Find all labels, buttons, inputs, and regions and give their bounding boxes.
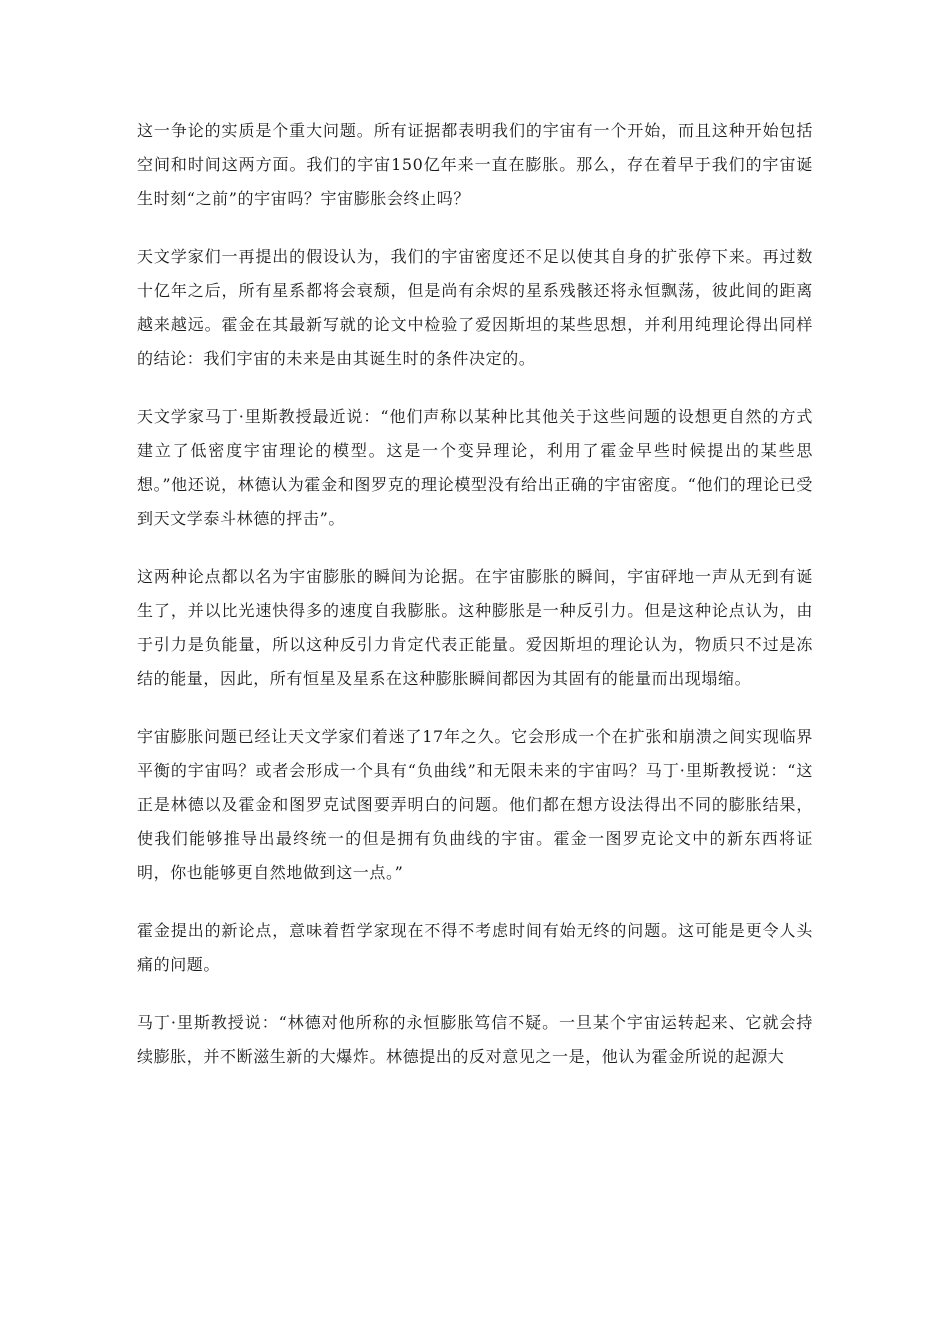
paragraph-4: 这两种论点都以名为宇宙膨胀的瞬间为论据。在宇宙膨胀的瞬间，宇宙砰地一声从无到有诞生了，并以比光速快得多的速度自我膨胀。这种膨胀是一种反引力。但是这种论点认为，由于引力是负能量，所以这种反引力肯定代表正能量。爱因斯坦的理论认为，物质只不过是冻结的能量，因此，所有恒星及星系在这种膨胀瞬间都因为其固有的能量而出现塌缩。 xyxy=(137,567,813,688)
paragraph-7: 马丁·里斯教授说：“林德对他所称的永恒膨胀笃信不疑。一旦某个宇宙运转起来、它就会持续膨胀，并不断滋生新的大爆炸。林德提出的反对意见之一是，他认为霍金所说的起源大 xyxy=(137,1013,813,1066)
article-body xyxy=(137,114,813,1098)
paragraph-1: 这一争论的实质是个重大问题。所有证据都表明我们的宇宙有一个开始，而且这种开始包括空间和时间这两方面。我们的宇宙150亿年来一直在膨胀。那么，存在着早于我们的宇宙诞生时刻“之前”的宇宙吗？宇宙膨胀会终止吗？ xyxy=(137,121,813,208)
paragraph-2: 天文学家们一再提出的假设认为，我们的宇宙密度还不足以使其自身的扩张停下来。再过数十亿年之后，所有星系都将会衰颓，但是尚有余烬的星系残骸还将永恒飘荡，彼此间的距离越来越远。霍金在其最新写就的论文中检验了爱因斯坦的某些思想，并利用纯理论得出同样的结论：我们宇宙的未来是由其诞生时的条件决定的。 xyxy=(137,247,813,368)
paragraph-3: 天文学家马丁·里斯教授最近说：“他们声称以某种比其他关于这些问题的设想更自然的方式建立了低密度宇宙理论的模型。这是一个变异理论，利用了霍金早些时候提出的某些思想。”他还说，林德认为霍金和图罗克的理论模型没有给出正确的宇宙密度。“他们的理论已受到天文学泰斗林德的抨击”。 xyxy=(137,407,813,528)
paragraph-6: 霍金提出的新论点，意味着哲学家现在不得不考虑时间有始无终的问题。这可能是更令人头痛的问题。 xyxy=(137,921,813,974)
paragraph-5: 宇宙膨胀问题已经让天文学家们着迷了17年之久。它会形成一个在扩张和崩溃之间实现临界平衡的宇宙吗？或者会形成一个具有“负曲线”和无限未来的宇宙吗？马丁·里斯教授说：“这正是林德以及霍金和图罗克试图要弄明白的问题。他们都在想方设法得出不同的膨胀结果，使我们能够推导出最终统一的但是拥有负曲线的宇宙。霍金一图罗克论文中的新东西将证明，你也能够更自然地做到这一点。” xyxy=(137,727,813,882)
